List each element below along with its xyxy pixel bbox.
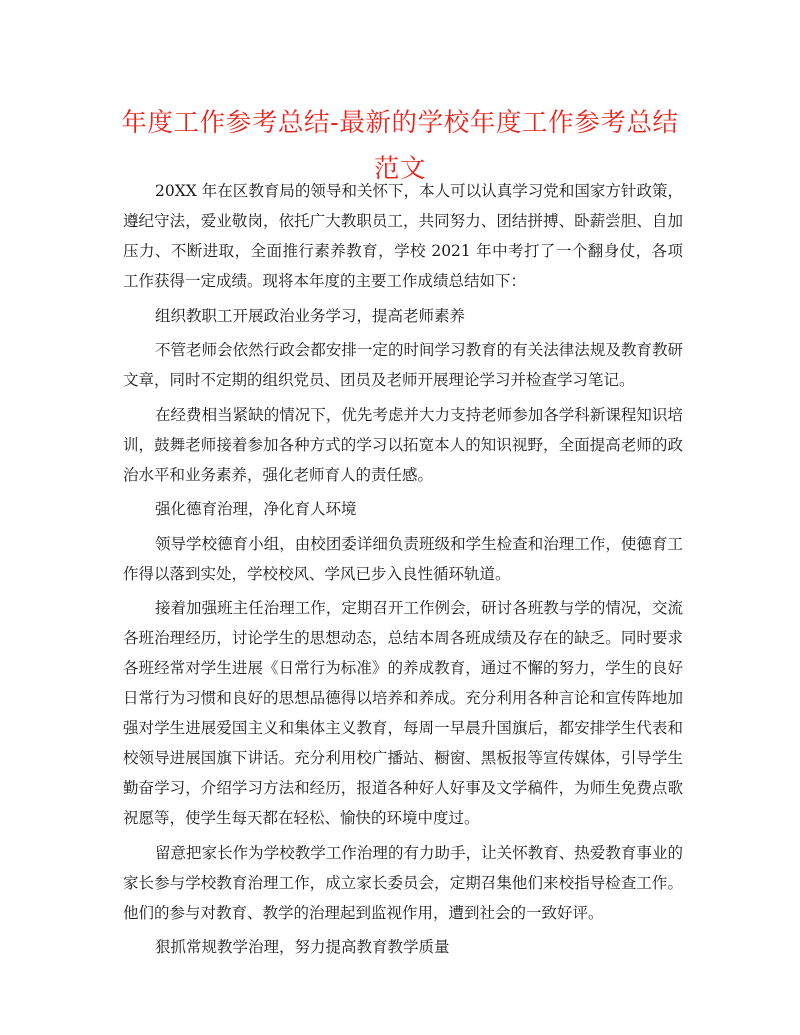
paragraph-parents-committee: 留意把家长作为学校教学工作治理的有力助手，让关怀教育、热爱教育事业的家长参与学校教育治理工作，成立家长委员会，定期召集他们来校指导检查工作。他们的参与对教育、教学的治理起到监视作用，遭到社会的一致好评。 <box>123 843 683 922</box>
document-body <box>123 176 683 967</box>
paragraph-intro: 20XX 年在区教育局的领导和关怀下，本人可以认真学习党和国家方针政策，遵纪守法，爱业敬岗，依托广大教职员工，共同努力、团结拼搏、卧薪尝胆、自加压力、不断进取，全面推行素养教育，学校 2021 年中考打了一个翻身仗，各项工作获得一定成绩。现将本年度的主要工作成绩总结如下： <box>123 182 683 290</box>
paragraph-training-support: 在经费相当紧缺的情况下，优先考虑并大力支持老师参加各学科新课程知识培训，鼓舞老师接着参加各种方式的学习以拓宽本人的知识视野，全面提高老师的政治水平和业务素养，强化老师育人的责任感。 <box>123 405 683 484</box>
section-heading-staff-study: 组织教职工开展政治业务学习，提高老师素养 <box>155 306 466 325</box>
paragraph-study-arrangement: 不管老师会依然行政会都安排一定的时间学习教育的有关法律法规及教育教研文章，同时不定期的组织党员、团员及老师开展理论学习并检查学习笔记。 <box>123 341 683 389</box>
section-heading-moral-education: 强化德育治理，净化育人环境 <box>155 500 357 518</box>
paragraph-class-management: 接着加强班主任治理工作，定期召开工作例会，研讨各班教与学的情况，交流各班治理经历，讨论学生的思想动态，总结本周各班成绩及存在的缺乏。同时要求各班经常对学生进展《日常行为标准》的养成教育，通过不懈的努力，学生的良好日常行为习惯和良好的思想品德得以培养和养成。充分利用各种言论和宣传阵地加强对学生进展爱国主义和集体主义教育，每周一早晨升国旗后，都安排学生代表和校领导进展国旗下讲话。充分利用校广播站、橱窗、黑板报等宣传媒体，引导学生勤奋学习，介绍学习方法和经历，报道各种好人好事及文学稿件，为师生免费点歌祝愿等，使学生每天都在轻松、愉快的环境中度过。 <box>123 599 683 827</box>
section-heading-teaching-quality: 狠抓常规教学治理，努力提高教育教学质量 <box>155 938 450 956</box>
document-title: 年度工作参考总结-最新的学校年度工作参考总结范文 <box>121 108 679 184</box>
paragraph-moral-group: 领导学校德育小组，由校团委详细负责班级和学生检查和治理工作，使德育工作得以落到实处，学校校风、学风已步入良性循环轨道。 <box>123 534 683 583</box>
